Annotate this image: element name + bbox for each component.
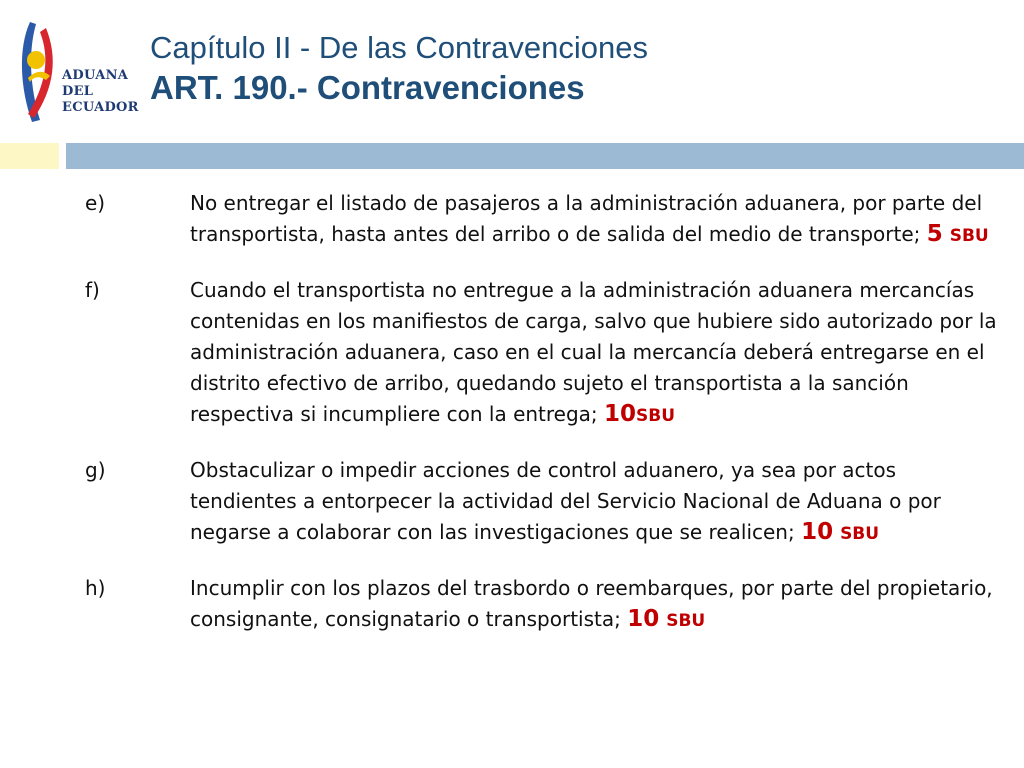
sanction-unit: SBU [949,226,989,246]
item-letter: e) [85,191,106,215]
item-letter: g) [85,458,106,482]
sanction-number: 5 [926,221,943,247]
slide-title: Capítulo II - De las Contravenciones [150,30,648,65]
logo-text [62,68,139,116]
sanction-number: 10 [801,519,834,545]
list-item [0,188,1024,252]
sanction-badge [604,402,675,426]
item-body [190,573,1002,637]
sanction-unit: SBU [666,611,706,631]
logo-line-3: ECUADOR [62,100,139,115]
item-text: Incumplir con los plazos del trasbordo o reembarques, por parte del propietario, consignante, consignatario o transportista; [190,576,993,631]
header-band-right [66,143,1024,169]
list-item [0,573,1024,637]
sanction-unit: SBU [636,406,676,426]
slide-header [150,28,648,108]
contravention-list [0,188,1024,660]
item-body [190,455,1002,550]
aduana-ecuador-logo [10,18,140,130]
sanction-number: 10 [604,401,637,427]
sanction-badge [927,222,989,246]
item-text: Cuando el transportista no entregue a la administración aduanera mercancías contenidas en los manifiestos de carga, salvo que hubiere sido autorizado por la administración aduanera, caso en el cual la mercancía deberá entregarse en el distrito efectivo de arribo, quedando sujeto el transportista a la sanción respectiva si incumpliere con la entrega; [190,278,997,426]
logo-line-2: DEL [62,84,94,99]
item-text: No entregar el listado de pasajeros a la administración aduanera, por parte del transportista, hasta antes del arribo o de salida del medio de transporte; [190,191,983,246]
list-item [0,455,1024,550]
item-text: Obstaculizar o impedir acciones de control aduanero, ya sea por actos tendientes a entorpecer la actividad del Servicio Nacional de Aduana o por negarse a colaborar con las investigaciones que se realicen; [190,458,941,544]
sanction-number: 10 [627,606,660,632]
logo-line-1: ADUANA [62,68,129,83]
item-body [190,188,1002,252]
item-letter: f) [85,278,100,302]
sanction-badge [627,607,705,631]
header-band-left [0,143,59,169]
list-item [0,275,1024,432]
sanction-unit: SBU [840,524,880,544]
item-body [190,275,1002,432]
slide-subtitle: ART. 190.- Contravenciones [150,69,585,106]
item-letter: h) [85,576,106,600]
sanction-badge [801,520,879,544]
